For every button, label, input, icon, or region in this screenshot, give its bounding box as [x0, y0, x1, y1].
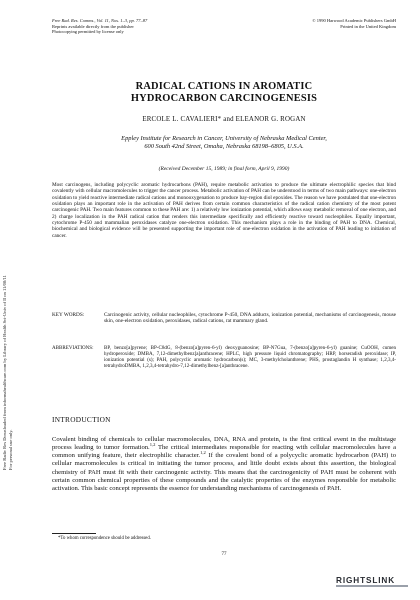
title-line: RADICAL CATIONS IN AROMATIC — [135, 81, 313, 92]
download-stamp — [2, 140, 24, 470]
abbreviations-label: ABBREVIATIONS: — [52, 345, 94, 351]
affiliation-line: Eppley Institute for Research in Cancer, University of Nebraska Medical Center, — [121, 135, 327, 142]
download-stamp-line: For personal use only. — [8, 429, 13, 470]
intro-text: Covalent binding of chemicals to cellular macromolecules, DNA, RNA and protein, is the first critical event in the multistage process leading to tumor formation. — [52, 436, 396, 452]
photocopy-note: Photocopying permitted by license only — [52, 29, 124, 35]
intro-text: If the covalent bond of a polycyclic aromatic hydrocarbon (PAH) to cellular macromolecules is critical in initiating the tumor process, and little doubt exists about this assertion, the biological chemistry of PAH must fit with their carcinogenic activity. This means that the carcinogenicity of PAH must be coherent with certain common chemical properties of these compounds and the catalytic properties of the enzymes responsible for metabolic activation. This basic concept represents the essence for understanding mechanisms of carcinogenesis of PAH. — [52, 452, 396, 492]
correspondence-footnote: *To whom correspondence should be addressed. — [58, 536, 151, 541]
affiliation-line: 600 South 42nd Street, Omaha, Nebraska 68198–6805, U.S.A. — [144, 143, 304, 151]
article-title — [52, 81, 396, 105]
rightslink-logo — [336, 576, 416, 590]
received-dates: (Received December 15, 1989; in final form, April 9, 1990) — [158, 166, 290, 172]
footnote-rule — [52, 533, 96, 534]
affiliation — [52, 135, 396, 151]
reprint-note: Reprints available directly from the publisher — [52, 23, 134, 29]
page-number: 77 — [221, 552, 227, 557]
journal-citation — [52, 18, 242, 35]
title-line: HYDROCARBON CARCINOGENESIS — [130, 93, 318, 104]
download-stamp-line: Free Radic Res Downloaded from informahealthcare.com by Library of Health Sci-Univ of Il on 11/08/11 — [2, 275, 7, 470]
introduction-paragraph — [52, 436, 396, 493]
keywords-text: Carcinogenic activity, cellular nucleophiles, cytochrome P-450, DNA adducts, ionization potential, mechanisms of carcinogenesis, mouse skin, one-electron oxidation, peroxidases, radical cations, rat mammary gland. — [104, 312, 396, 325]
rightslink-wordmark: RIGHTSLINK — [336, 576, 396, 585]
keywords-label: KEY WORDS: — [52, 312, 85, 318]
copyright-notice — [246, 18, 396, 29]
rightslink-underline — [336, 585, 408, 587]
citation-ref: 1,2 — [149, 441, 156, 447]
author-list: ERCOLE L. CAVALIERI* and ELEANOR G. ROGAN — [142, 116, 306, 123]
abbreviations-text: BP, benzo[a]pyrene; BP-C8dG, 8-(benzo[a]pyren-6-yl) deoxyguanosine; BP-N7Gua, 7-(benzo[a]pyren-6-yl) guanine; CuOOH, cumen hydroperoxide; DMBA, 7,12-dimethylbenz[a]anthracene; HPLC, high pressure liquid chromatography; HRP, horseradish peroxidase; IP, ionization potential (s); PAH, polycyclic aromatic hydrocarbon(s); MC, 3-methylcholanthrene; PHS, prostaglandin H synthase; 1,2,3,4-tetrahydroDMBA, 1,2,3,4-tetrahydro-7,12-dimethylbenz-[a]anthracene. — [104, 345, 396, 370]
citation-ref: 1,2 — [200, 450, 206, 456]
printed-line: Printed in the United Kingdom — [340, 23, 396, 29]
journal-name: Free Rad. Res. Comms., Vol. 11, Nos. 1–3, pp. 77–87 — [52, 18, 148, 23]
intro-text: The critical intermediates responsible for reacting with cellular macromolecules have a common unifying feature, their electrophilic character. — [52, 444, 396, 460]
abstract: Most carcinogens, including polycyclic aromatic hydrocarbons (PAH), require metabolic activation to produce the ultimate electrophilic species that bind covalently with cellular macromolecules to trigger the cancer process. Metabolic activation of PAH can be understood in terms of two main pathways: one-electron oxidation to yield reactive intermediate radical cations and monooxygenation to produce bay-region diol epoxides. The reason we have postulated that one-electron oxidation plays an important role in the activation of PAH derives from certain common characteristics of the radical cation chemistry of the most potent carcinogenic PAH. Two main features common to these PAH are: 1) a relatively low ionization potential, which allows easy metabolic removal of one electron, and 2) charge localization in the PAH radical cation that renders this intermediate specifically and efficiently reactive toward nucleophiles. Equally important, cytochrome P-450 and mammalian peroxidases catalyze one-electron oxidation. This mechanism plays a role in the binding of PAH to DNA. Chemical, biochemical and biological evidence will be presented supporting the important role of one-electron oxidation in the activation of PAH leading to initiation of cancer. — [52, 182, 396, 239]
copyright-line: © 1990 Harwood Academic Publishers GmbH — [312, 18, 396, 23]
section-heading-introduction: INTRODUCTION — [52, 415, 111, 424]
